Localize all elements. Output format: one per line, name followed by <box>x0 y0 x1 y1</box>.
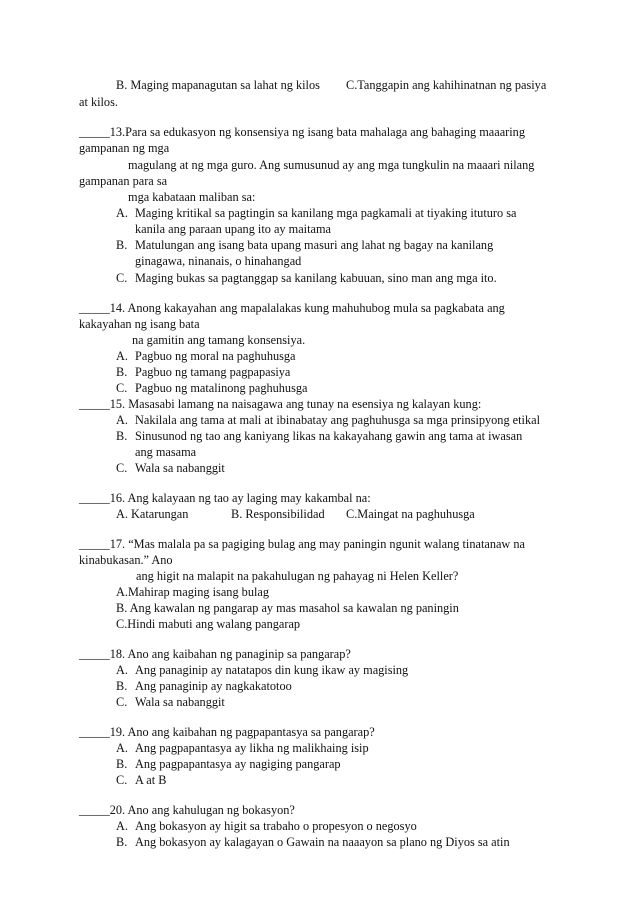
option-letter: C. <box>116 381 128 395</box>
question-15-line: _____15. Masasabi lamang na naisagawa ang tunay na esensiya ng kalayan kung: <box>79 397 482 411</box>
question-13-line: mga kabataan maliban sa: <box>128 190 256 204</box>
question-17-option-a: A.Mahirap maging isang bulag <box>116 585 269 599</box>
question-15-option-b <box>116 428 522 444</box>
question-20-option-b <box>116 834 510 850</box>
question-13-line: _____13.Para sa edukasyon ng konsensiya ng isang bata mahalaga ang bahaging maaaring <box>79 125 525 139</box>
option-text: Pagbuo ng tamang pagpapasiya <box>135 365 291 379</box>
option-b-line: B. Maging mapanagutan sa lahat ng kilos <box>116 78 320 92</box>
option-text: Wala sa nabanggit <box>135 461 225 475</box>
question-18-option-c <box>116 694 225 710</box>
option-continuation: at kilos. <box>79 95 118 109</box>
option-c-line: C.Tanggapin ang kahihinatnan ng pasiya <box>346 78 547 92</box>
question-13-line: magulang at ng mga guro. Ang sumusunud ay ang mga tungkulin na maaari nilang <box>128 158 535 172</box>
question-17-line: kinabukasan.” Ano <box>79 553 173 567</box>
option-continuation: kanila ang paraan upang ito ay maitama <box>135 222 331 236</box>
question-13-line: gampanan para sa <box>79 174 168 188</box>
option-text: Ang bokasyon ay higit sa trabaho o propesyon o negosyo <box>135 819 417 833</box>
option-continuation: ang masama <box>135 445 197 459</box>
option-text: Pagbuo ng moral na paghuhusga <box>135 349 296 363</box>
question-13-line: gampanan ng mga <box>79 141 170 155</box>
question-14-option-b <box>116 364 290 380</box>
question-16-line: _____16. Ang kalayaan ng tao ay laging may kakambal na: <box>79 491 371 505</box>
question-17-line: ang higit na malapit na pakahulugan ng pahayag ni Helen Keller? <box>136 569 459 583</box>
question-14-line: _____14. Anong kakayahan ang mapalalakas kung mahuhubog mula sa pagkabata ang <box>79 301 505 315</box>
question-17-option-c: C.Hindi mabuti ang walang pangarap <box>116 617 301 631</box>
option-letter: A. <box>116 741 128 755</box>
option-text: Nakilala ang tama at mali at ibinabatay ang paghuhusga sa mga prinsipyong etikal <box>135 413 540 427</box>
option-letter: A. <box>116 663 128 677</box>
option-letter: C. <box>116 271 128 285</box>
option-letter: A. <box>116 349 128 363</box>
option-text: Sinusunod ng tao ang kaniyang likas na kakayahang gawin ang tama at iwasan <box>135 429 523 443</box>
option-letter: A. <box>116 206 128 220</box>
question-18-option-a <box>116 662 408 678</box>
question-14-line: kakayahan ng isang bata <box>79 317 200 331</box>
question-19-option-a <box>116 740 369 756</box>
option-letter: B. <box>116 679 128 693</box>
question-16-option-b: B. Responsibilidad <box>231 507 325 521</box>
option-letter: C. <box>116 773 128 787</box>
question-16-option-a: A. Katarungan <box>116 507 189 521</box>
question-19-line: _____19. Ano ang kaibahan ng pagpapantasya sa pangarap? <box>79 725 375 739</box>
option-letter: A. <box>116 413 128 427</box>
option-letter: B. <box>116 365 128 379</box>
option-text: Matulungan ang isang bata upang masuri ang lahat ng bagay na kanilang <box>135 238 494 252</box>
question-20-option-a <box>116 818 417 834</box>
option-text: Ang panaginip ay nagkakatotoo <box>135 679 292 693</box>
question-19-option-c <box>116 772 166 788</box>
option-letter: B. <box>116 757 128 771</box>
option-text: Maging kritikal sa pagtingin sa kanilang mga pagkamali at tiyaking ituturo sa <box>135 206 517 220</box>
option-letter: B. <box>116 238 128 252</box>
option-text: Ang pagpapantasya ay likha ng malikhaing isip <box>135 741 369 755</box>
question-15-option-a <box>116 412 540 428</box>
option-text: Pagbuo ng matalinong paghuhusga <box>135 381 308 395</box>
question-17-line: _____17. “Mas malala pa sa pagiging bulag ang may paningin ngunit walang tinatanaw na <box>79 537 525 551</box>
question-15-option-c <box>116 460 225 476</box>
option-text: Ang bokasyon ay kalagayan o Gawain na naaayon sa plano ng Diyos sa atin <box>135 835 510 849</box>
question-13-option-b <box>116 237 493 253</box>
question-16-option-c: C.Maingat na paghuhusga <box>346 507 475 521</box>
option-text: Wala sa nabanggit <box>135 695 225 709</box>
option-continuation: ginagawa, ninanais, o hinahangad <box>135 254 302 268</box>
question-18-option-b <box>116 678 292 694</box>
question-20-line: _____20. Ano ang kahulugan ng bokasyon? <box>79 803 295 817</box>
question-18-line: _____18. Ano ang kaibahan ng panaginip sa pangarap? <box>79 647 351 661</box>
option-text: A at B <box>135 773 167 787</box>
option-letter: B. <box>116 835 128 849</box>
question-14-option-a <box>116 348 296 364</box>
question-14-line: na gamitin ang tamang konsensiya. <box>132 333 306 347</box>
option-text: Maging bukas sa pagtanggap sa kanilang kabuuan, sino man ang mga ito. <box>135 271 497 285</box>
question-14-option-c <box>116 380 307 396</box>
option-letter: C. <box>116 695 128 709</box>
option-letter: B. <box>116 429 128 443</box>
question-13-option-a <box>116 205 516 221</box>
question-19-option-b <box>116 756 341 772</box>
question-17-option-b: B. Ang kawalan ng pangarap ay mas masahol sa kawalan ng paningin <box>116 601 459 615</box>
option-text: Ang pagpapantasya ay nagiging pangarap <box>135 757 341 771</box>
option-letter: C. <box>116 461 128 475</box>
option-text: Ang panaginip ay natatapos din kung ikaw ay magising <box>135 663 409 677</box>
option-letter: A. <box>116 819 128 833</box>
question-13-option-c <box>116 270 497 286</box>
